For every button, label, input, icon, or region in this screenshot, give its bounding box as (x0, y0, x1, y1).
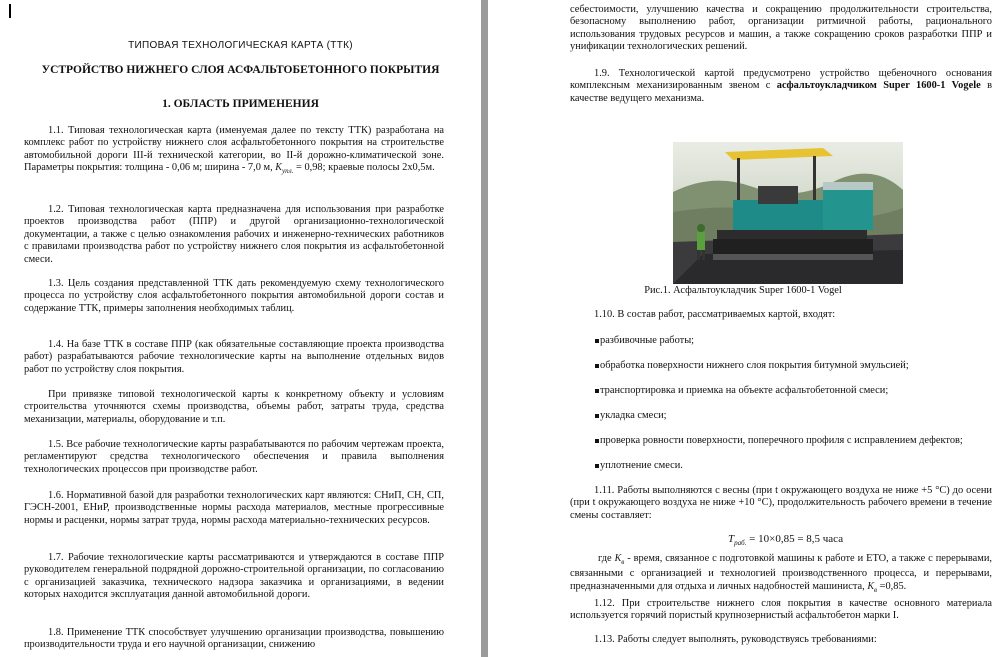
paragraph-1-12: 1.12. При строительстве нижнего слоя покрытия в качестве основного материала используется горячий пористый крупнозернистый асфальтобетон марки I. (570, 598, 992, 622)
figure-caption: Рис.1. Асфальтоукладчик Super 1600-1 Vogel (644, 285, 842, 296)
paragraph-1-13: 1.13. Работы следует выполнять, руководствуясь требованиями: (594, 634, 877, 645)
paragraph-1-2: 1.2. Типовая технологическая карта предназначена для использования при разработке проектов производства работ (ППР) и другой организационно-технологической документации, а также с целью ознакомления рабочих и инженерно-технических работников с правилами производства работ по устройству нижнего слоя покрытия из асфальтобетонной смеси. (24, 204, 444, 265)
section-heading: 1. ОБЛАСТЬ ПРИМЕНЕНИЯ (162, 98, 319, 110)
page-separator (481, 0, 488, 657)
work-time-formula: $T_{раб.} = 10\times 0,85 = 8,5$ часа (728, 533, 844, 548)
list-item: транспортировка и приемка на объекте асфальтобетонной смеси; (595, 385, 888, 397)
paragraph-1-11: 1.11. Работы выполняются с весны (при t окружающего воздуха не ниже +5 °С) до осени (при t окружающего воздуха не ниже +10 °С), продолжительность рабочего времени в течение смены составляет: (570, 485, 992, 521)
list-item: проверка ровности поверхности, поперечного профиля с исправлением дефектов; (595, 435, 963, 447)
left-page (0, 0, 481, 657)
right-page (488, 0, 998, 657)
bullet-icon (595, 414, 599, 418)
list-item: уплотнение смеси. (595, 460, 683, 472)
bullet-icon (595, 389, 599, 393)
paragraph-1-9: 1.9. Технологической картой предусмотрено устройство щебеночного основания комплексным механизированным звеном с асфальтоукладчиком Super 1600-1 Vogele в качестве ведущего механизма. (570, 68, 992, 104)
paragraph-1-4: 1.4. На базе ТТК в составе ППР (как обязательные составляющие проекта производства работ) разрабатываются рабочие технологические карты на выполнение отдельных видов работ по устройству слоя покрытия. (24, 339, 444, 375)
paragraph-1-6: 1.6. Нормативной базой для разработки технологических карт являются: СНиП, СН, СП, ГЭСН-2001, ЕНиР, производственные нормы расхода материалов, местные прогрессивные нормы и расценки, нормы затрат труда, нормы расхода материально-технических ресурсов. (24, 490, 444, 526)
paragraph-1-5: 1.5. Все рабочие технологические карты разрабатываются по рабочим чертежам проекта, регламентируют средства технологического обеспечения и правила выполнения технологических процессов при производстве работ. (24, 439, 444, 475)
bullet-icon (595, 464, 599, 468)
doc-title: УСТРОЙСТВО НИЖНЕГО СЛОЯ АСФАЛЬТОБЕТОННОГО ПОКРЫТИЯ (41, 64, 440, 76)
bullet-icon (595, 339, 599, 343)
asphalt-paver-photo (673, 142, 903, 284)
paragraph-kv-explanation: где $K_в$ - время, связанное с подготовкой машины к работе и ЕТО, а также с перерывами, связанными с организацией и технологией производственного процесса, и перерывами, предназначенными для отдыха и личных надобностей машиниста, $K_в =0,85$. (570, 553, 992, 594)
asphalt-paver-illustration (673, 142, 903, 284)
list-item: обработка поверхности нижнего слоя покрытия битумной эмульсией; (595, 360, 909, 372)
paragraph-1-7: 1.7. Рабочие технологические карты рассматриваются и утверждаются в составе ППР руководителем генеральной подрядной дорожно-строительной организации, по согласованию с организацией заказчика, технического надзора заказчика и организациями, в ведении которых находится эксплуатация данной автомобильной дороги. (24, 552, 444, 601)
list-item: укладка смеси; (595, 410, 667, 422)
bullet-icon (595, 364, 599, 368)
paragraph-binding: При привязке типовой технологической карты к конкретному объекту и условиям строительства уточняются схемы производства, объемы работ, затраты труда, средства механизации, материалы, оборудование и т.п. (24, 389, 444, 425)
paragraph-1-3: 1.3. Цель создания представленной ТТК дать рекомендуемую схему технологического процесса по устройству слоя асфальтобетонного покрытия автомобильной дороги состав и содержание ТТК, примеры заполнения необходимых таблиц. (24, 278, 444, 314)
text-cursor (9, 4, 11, 18)
doc-subtitle: ТИПОВАЯ ТЕХНОЛОГИЧЕСКАЯ КАРТА (ТТК) (128, 40, 353, 51)
bullet-icon (595, 439, 599, 443)
paragraph-1-8-cont: себестоимости, улучшению качества и сокращению продолжительности строительства, безопасному выполнению работ, организации ритмичной работы, рационального использования трудовых ресурсов и машин, а также сокращению сроков разработки ППР и унификации технологических решений. (570, 4, 992, 53)
paragraph-1-1: 1.1. Типовая технологическая карта (именуемая далее по тексту ТТК) разработана на комплекс работ по устройству нижнего слоя асфальтобетонного покрытия на строительстве автомобильной дороги III-й технической категории, во II-й дорожно-климатической зоне. Параметры покрытия: толщина - 0,06 м; ширина - 7,0 м, $K_{упл.} = 0,98$; краевые полосы 2х0,5м. (24, 125, 444, 176)
list-item: разбивочные работы; (595, 335, 694, 347)
paragraph-1-8: 1.8. Применение ТТК способствует улучшению организации производства, повышению производительности труда и его научной организации, снижению (24, 627, 444, 651)
paragraph-1-10: 1.10. В состав работ, рассматриваемых картой, входят: (594, 309, 836, 320)
